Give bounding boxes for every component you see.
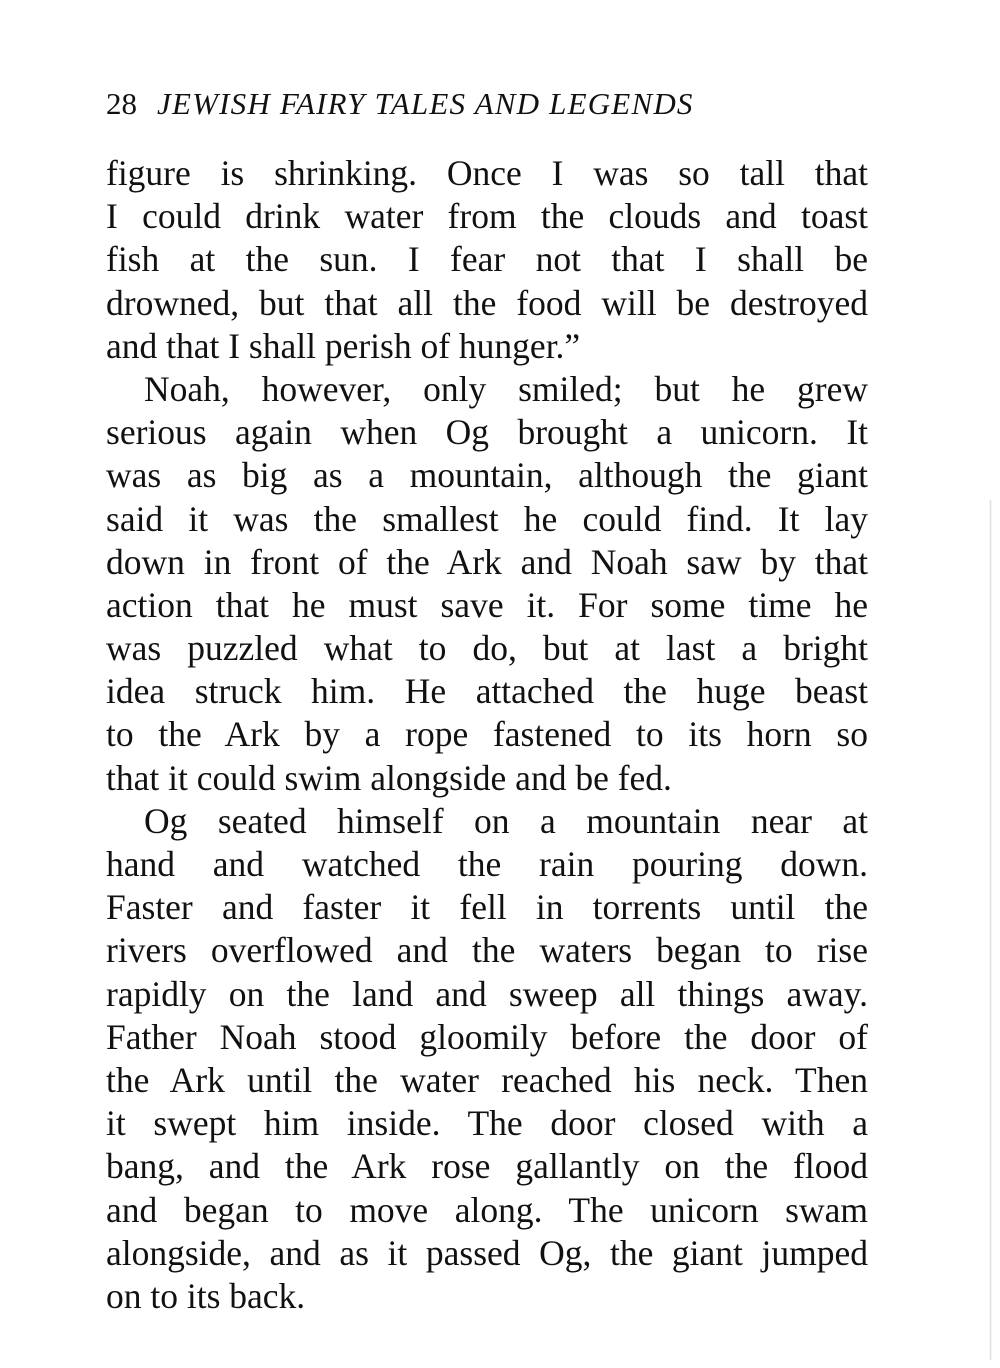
text-line: bang, and the Ark rose gallantly on the flood (106, 1146, 868, 1187)
text-line: Faster and faster it fell in torrents until the (106, 887, 868, 928)
text-line: serious again when Og brought a unicorn. It (106, 412, 868, 453)
text-line: down in front of the Ark and Noah saw by that (106, 541, 868, 582)
text-line: and that I shall perish of hunger.” (106, 325, 581, 366)
text-line: was as big as a mountain, although the giant (106, 455, 868, 496)
text-line: Noah, however, only smiled; but he grew (144, 368, 868, 409)
page-number: 28 (106, 86, 137, 121)
body-text (106, 152, 868, 1318)
text-line: and began to move along. The unicorn swam (106, 1189, 868, 1230)
text-line: Og seated himself on a mountain near at (144, 800, 868, 841)
text-line: the Ark until the water reached his neck. Then (106, 1059, 868, 1100)
text-line: action that he must save it. For some time he (106, 584, 868, 625)
text-line: idea struck him. He attached the huge beast (106, 671, 868, 712)
text-line: alongside, and as it passed Og, the giant jumped (106, 1232, 868, 1273)
text-line: was puzzled what to do, but at last a bright (106, 628, 868, 669)
text-line: fish at the sun. I fear not that I shall be (106, 239, 868, 280)
text-line: to the Ark by a rope fastened to its horn so (106, 714, 868, 755)
text-line: that it could swim alongside and be fed. (106, 757, 672, 798)
text-line: Father Noah stood gloomily before the door of (106, 1016, 868, 1057)
text-line: rivers overflowed and the waters began to rise (106, 930, 868, 971)
text-line: hand and watched the rain pouring down. (106, 844, 868, 884)
page-edge-shadow (989, 500, 992, 1360)
text-line: drowned, but that all the food will be destroyed (106, 282, 868, 323)
running-header (106, 84, 846, 124)
text-line: it swept him inside. The door closed with a (106, 1103, 868, 1144)
text-line: said it was the smallest he could find. It lay (106, 498, 868, 539)
text-line: on to its back. (106, 1275, 306, 1316)
text-line: rapidly on the land and sweep all things away. (106, 973, 868, 1014)
text-line: I could drink water from the clouds and toast (106, 196, 868, 237)
text-line: figure is shrinking. Once I was so tall that (106, 153, 868, 193)
running-title: JEWISH FAIRY TALES AND LEGENDS (157, 86, 694, 121)
